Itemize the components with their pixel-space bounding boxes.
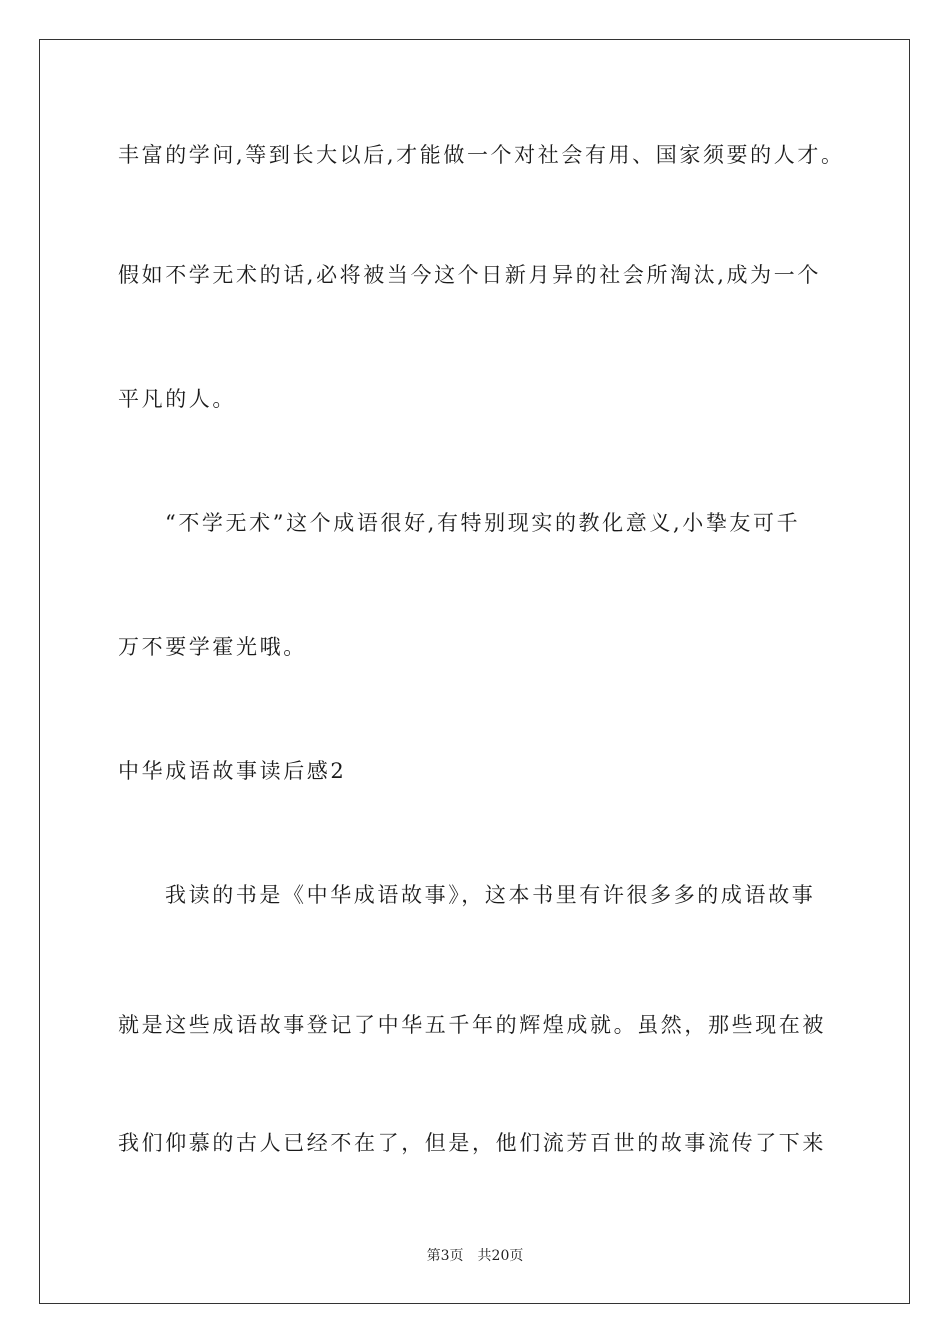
page-total: 共20页 xyxy=(477,1248,524,1264)
body-line-7: 就是这些成语故事登记了中华五千年的辉煌成就。虽然，那些现在被 xyxy=(118,1013,826,1037)
body-line-4: “不学无术”这个成语很好,有特别现实的教化意义,小挚友可千 xyxy=(165,511,801,535)
page-footer xyxy=(0,1246,950,1266)
page-number: 第3页 xyxy=(426,1248,464,1264)
section-heading: 中华成语故事读后感2 xyxy=(118,759,347,783)
body-line-1: 丰富的学问,等到长大以后,才能做一个对社会有用、国家须要的人才。 xyxy=(118,143,845,167)
body-line-8: 我们仰慕的古人已经不在了，但是，他们流芳百世的故事流传了下来 xyxy=(118,1131,826,1155)
body-line-2: 假如不学无术的话,必将被当今这个日新月异的社会所淘汰,成为一个 xyxy=(118,263,821,287)
body-line-6: 我读的书是《中华成语故事》，这本书里有许很多多的成语故事 xyxy=(165,883,816,907)
body-line-3: 平凡的人。 xyxy=(118,387,236,411)
body-line-5: 万不要学霍光哦。 xyxy=(118,635,307,659)
page-frame xyxy=(39,39,910,1304)
